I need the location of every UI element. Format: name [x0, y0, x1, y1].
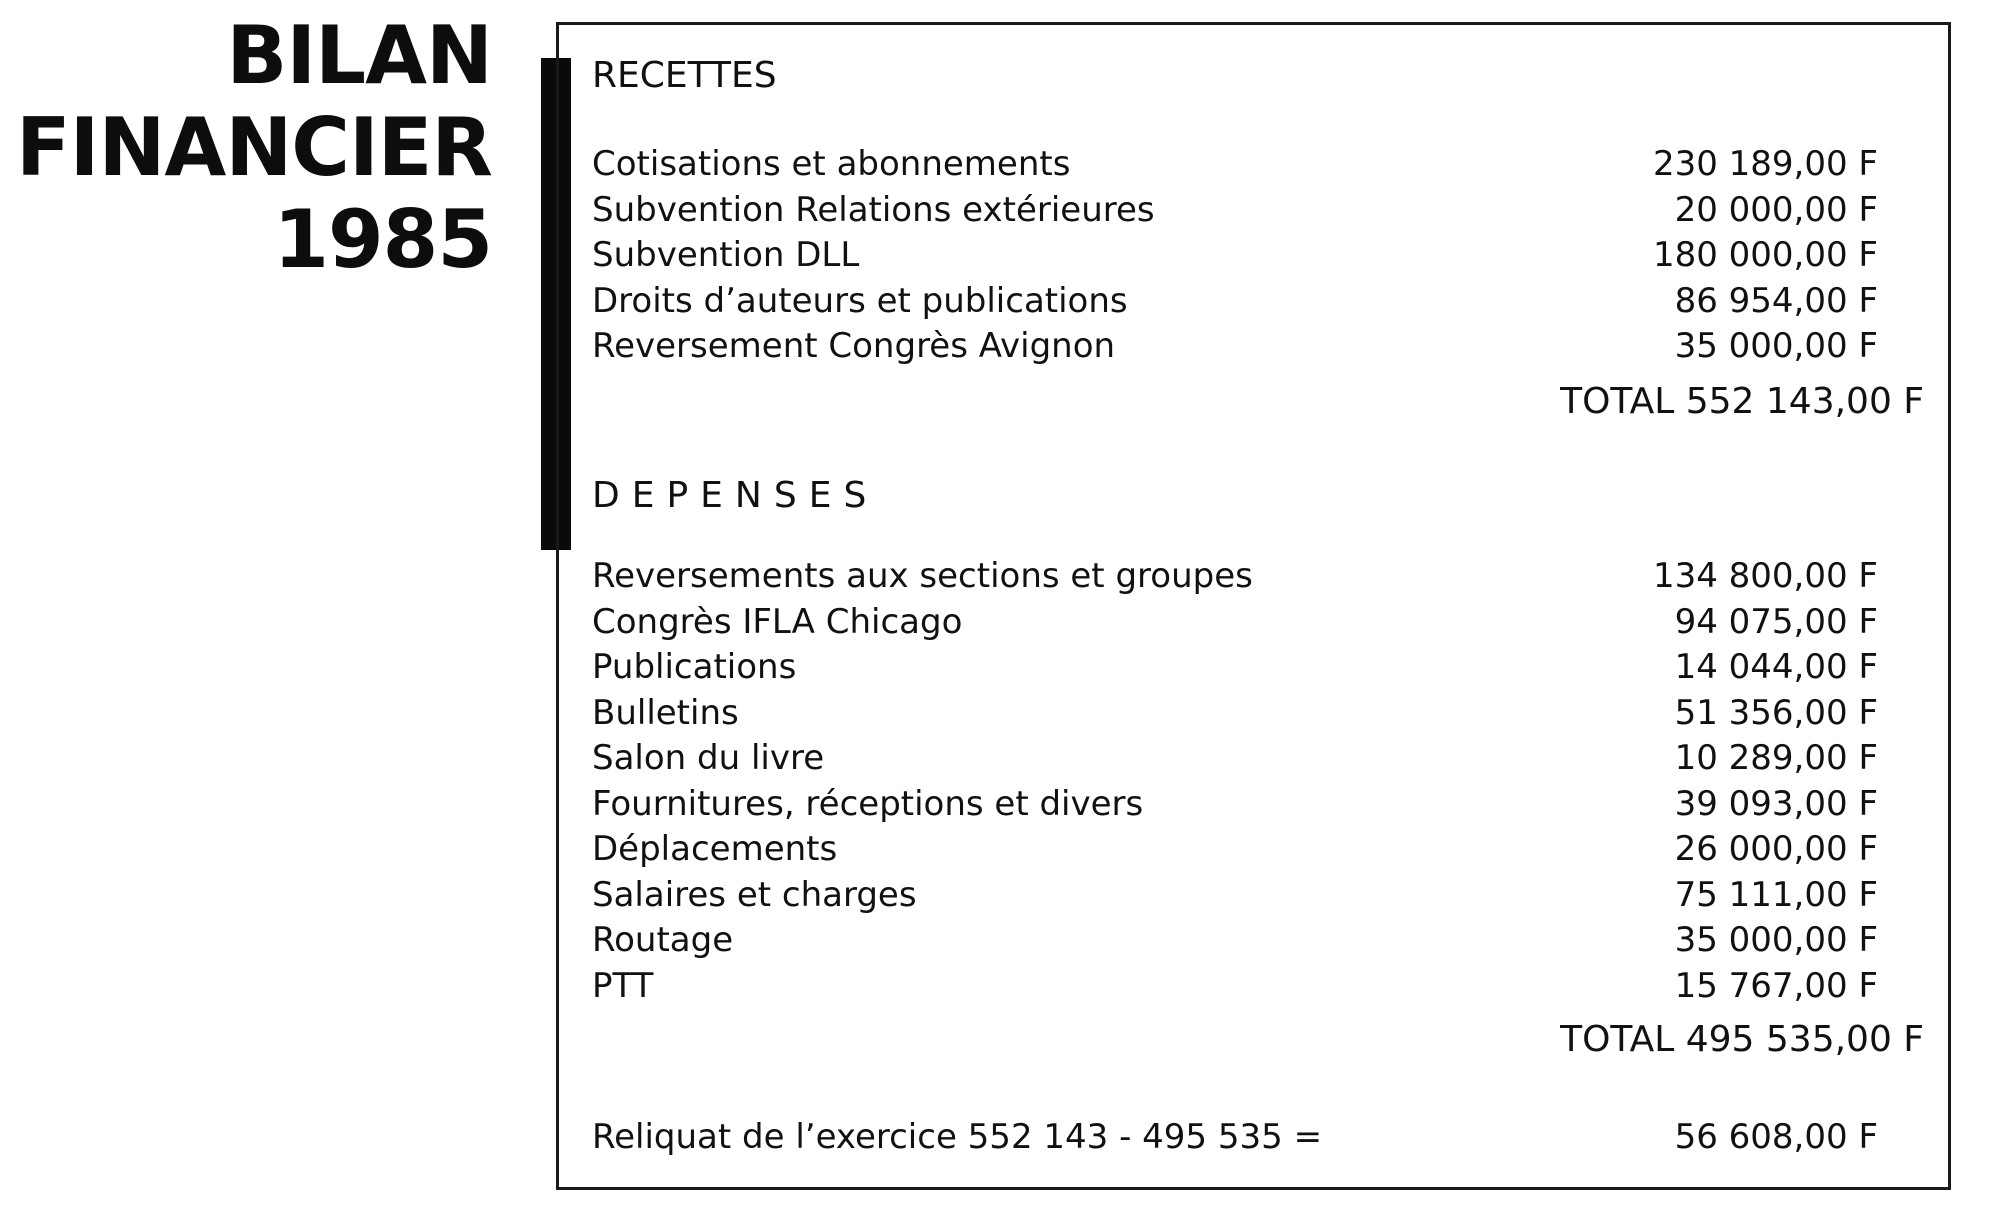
recettes-heading: RECETTES — [592, 55, 777, 96]
item-amount: 230 189,00 F — [1652, 144, 1878, 184]
title-line-bilan: BILAN — [226, 9, 492, 102]
item-label: Congrès IFLA Chicago — [592, 601, 963, 642]
item-amount: 14 044,00 F — [1674, 647, 1878, 687]
item-amount: 39 093,00 F — [1674, 783, 1878, 824]
recettes-total: TOTAL 552 143,00 F — [1560, 381, 1924, 422]
depenses-total: TOTAL 495 535,00 F — [1560, 1019, 1924, 1060]
item-amount: 86 954,00 F — [1674, 280, 1878, 321]
item-label: Subvention Relations extérieures — [592, 189, 1155, 230]
item-label: Fournitures, réceptions et divers — [592, 783, 1144, 824]
item-label: PTT — [592, 965, 654, 1006]
list-item — [592, 554, 1878, 600]
item-label: Cotisations et abonnements — [592, 144, 1071, 184]
list-item — [592, 691, 1878, 737]
depenses-list — [592, 554, 1878, 1009]
reliquat-label: Reliquat de l’exercice 552 143 - 495 535 = — [592, 1117, 1323, 1157]
item-label: Bulletins — [592, 692, 739, 733]
list-item — [592, 233, 1878, 279]
list-item — [592, 188, 1878, 234]
title-line-financier: FINANCIER — [16, 101, 492, 194]
reliquat-amount: 56 608,00 F — [1674, 1117, 1878, 1157]
title-line-year: 1985 — [273, 193, 492, 286]
item-label: Reversement Congrès Avignon — [592, 326, 1116, 366]
item-amount: 35 000,00 F — [1674, 326, 1878, 366]
item-label: Salaires et charges — [592, 874, 917, 915]
item-amount: 51 356,00 F — [1674, 692, 1878, 733]
list-item — [592, 918, 1878, 964]
list-item — [592, 279, 1878, 325]
list-item — [592, 873, 1878, 919]
item-amount: 75 111,00 F — [1674, 874, 1878, 915]
list-item — [592, 142, 1878, 188]
item-label: Routage — [592, 920, 734, 960]
list-item — [592, 645, 1878, 691]
list-item — [592, 964, 1878, 1010]
depenses-heading: DEPENSES — [592, 475, 879, 516]
item-amount: 180 000,00 F — [1652, 235, 1878, 275]
item-label: Reversements aux sections et groupes — [592, 556, 1253, 596]
item-label: Droits d’auteurs et publications — [592, 280, 1128, 321]
list-item — [592, 782, 1878, 828]
item-label: Déplacements — [592, 829, 838, 869]
item-amount: 26 000,00 F — [1674, 829, 1878, 869]
recettes-list — [592, 142, 1878, 370]
item-amount: 10 289,00 F — [1674, 738, 1878, 778]
item-label: Subvention DLL — [592, 235, 860, 275]
document-title — [0, 10, 492, 286]
list-item — [592, 324, 1878, 370]
list-item — [592, 600, 1878, 646]
item-label: Publications — [592, 647, 797, 687]
item-amount: 15 767,00 F — [1674, 965, 1878, 1006]
list-item — [592, 827, 1878, 873]
item-amount: 134 800,00 F — [1652, 556, 1878, 596]
reliquat-row — [592, 1114, 1878, 1160]
item-label: Salon du livre — [592, 738, 825, 778]
item-amount: 94 075,00 F — [1674, 601, 1878, 642]
item-amount: 35 000,00 F — [1674, 920, 1878, 960]
list-item — [592, 736, 1878, 782]
item-amount: 20 000,00 F — [1674, 189, 1878, 230]
